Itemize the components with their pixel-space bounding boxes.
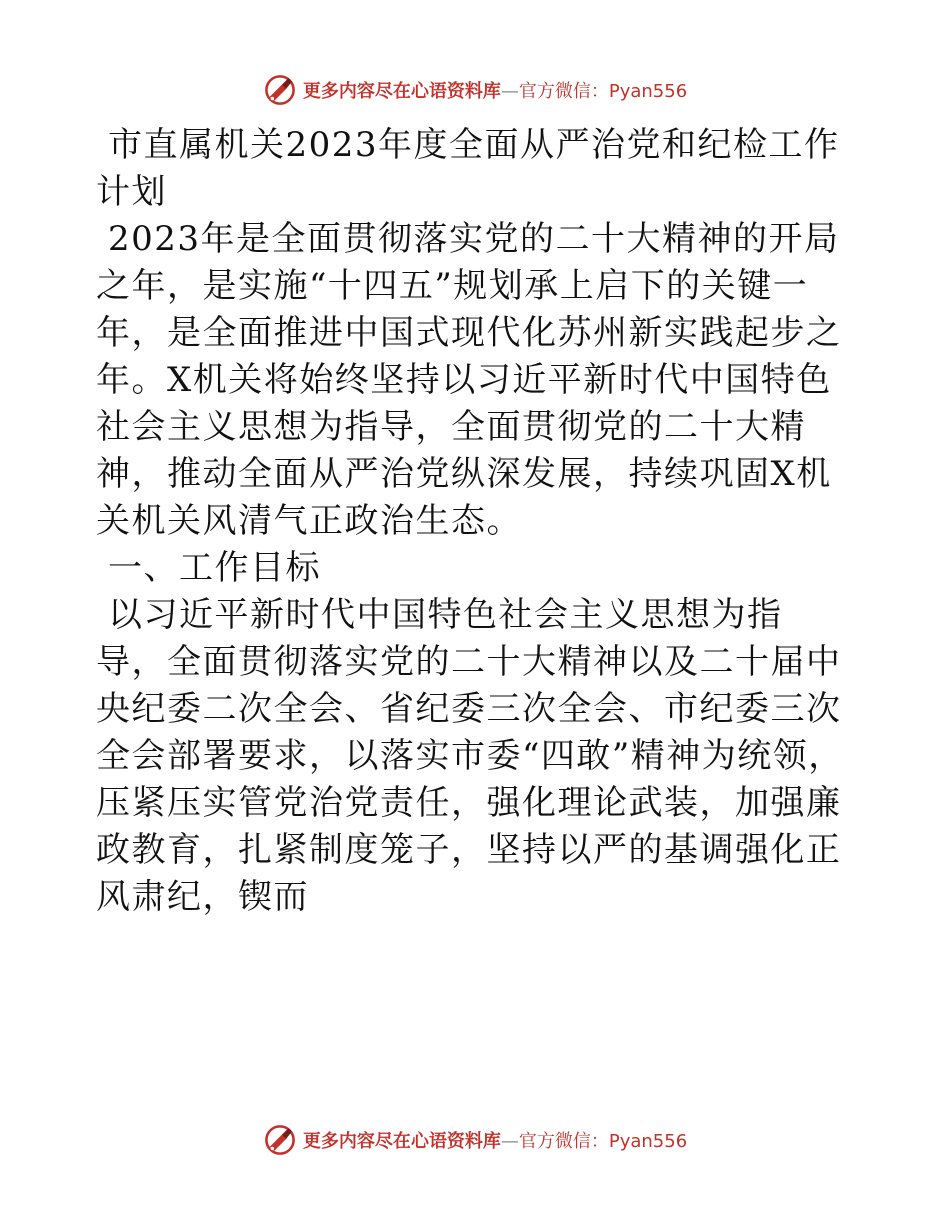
banner-separator: — — [500, 81, 519, 102]
banner-wechat: 官方微信：Pyan556 — [518, 1131, 688, 1152]
section-heading: 一、工作目标 — [108, 548, 321, 588]
header-watermark-banner — [0, 70, 950, 110]
footer-watermark-banner — [0, 1120, 950, 1160]
brand-logo-icon — [263, 1123, 297, 1157]
brand-logo-icon — [263, 73, 297, 107]
section-paragraph: 以习近平新时代中国特色社会主义思想为指导，全面贯彻落实党的二十大精神以及二十届中央纪委二次全会、省纪委三次全会、市纪委三次全会部署要求，以落实市委“四敢”精神为统领，压紧压实管党治党责任，强化理论武装，加强廉政教育，扎紧制度笼子，坚持以严的基调强化正风肃纪，锲而 — [96, 595, 844, 917]
intro-paragraph: 2023年是全面贯彻落实党的二十大精神的开局之年，是实施“十四五”规划承上启下的关键一年，是全面推进中国式现代化苏州新实践起步之年。X机关将始终坚持以习近平新时代中国特色社会主义思想为指导，全面贯彻党的二十大精神，推动全面从严治党纵深发展，持续巩固X机关机关风清气正政治生态。 — [96, 219, 842, 541]
document-title: 市直属机关2023年度全面从严治党和纪检工作计划 — [96, 125, 840, 212]
banner-text: 更多内容尽在心语资料库 — [302, 81, 501, 102]
banner-text: 更多内容尽在心语资料库 — [302, 1131, 501, 1152]
banner-separator: — — [500, 1131, 519, 1152]
document-body — [96, 122, 852, 921]
banner-wechat: 官方微信：Pyan556 — [518, 81, 688, 102]
